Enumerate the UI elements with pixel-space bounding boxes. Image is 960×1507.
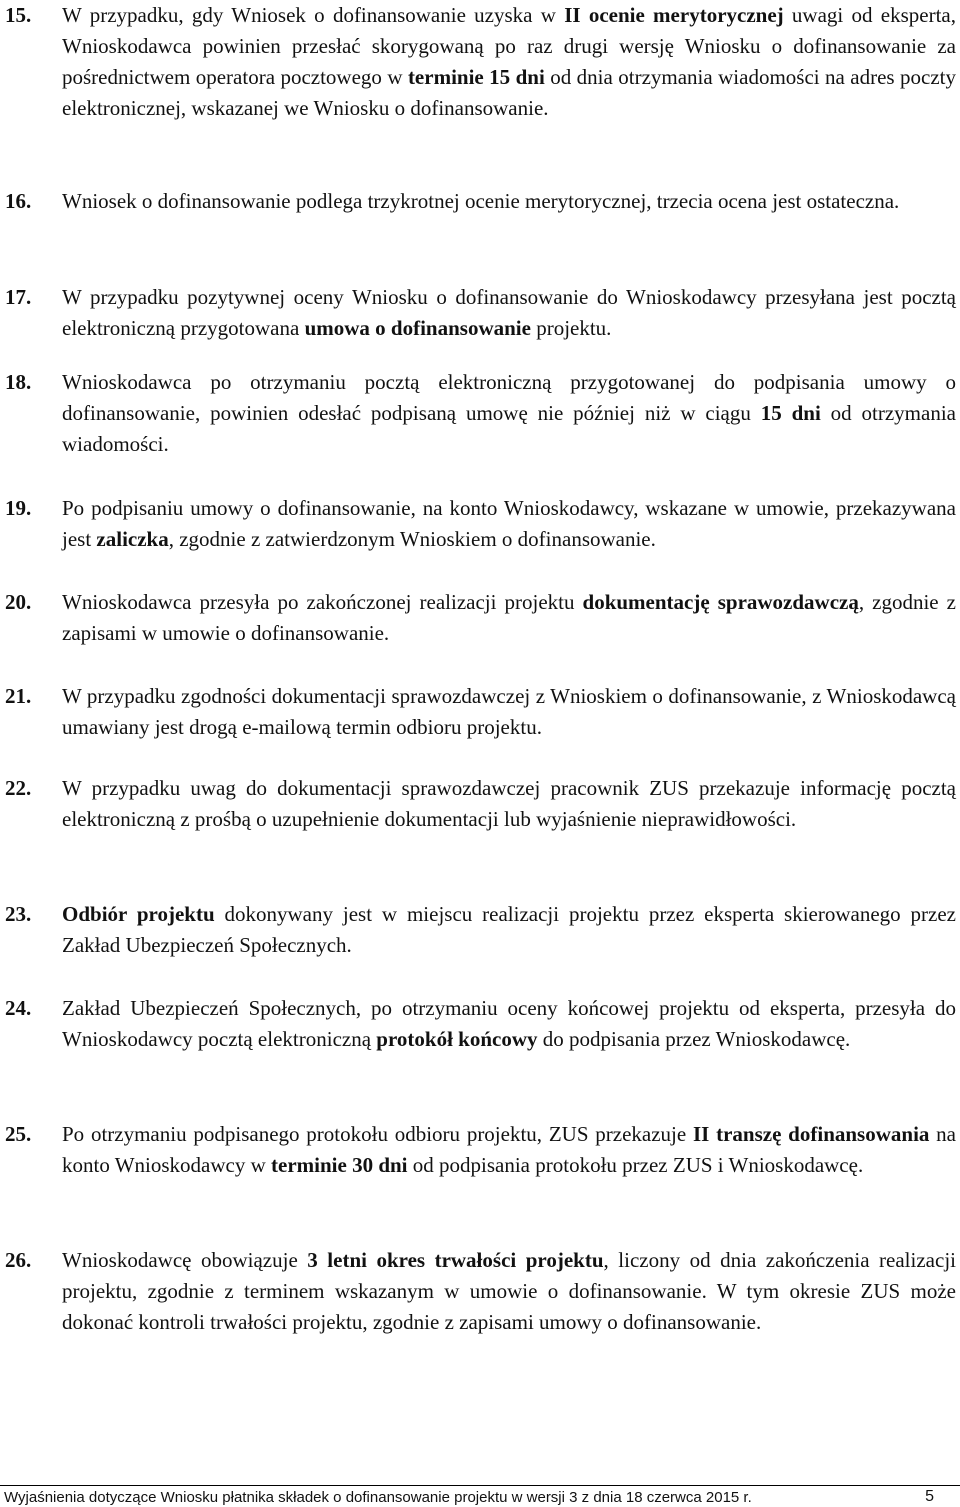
item-text bbox=[62, 587, 956, 649]
text-run: W przypadku uwag do dokumentacji sprawozdawczej pracownik ZUS przekazuje informację pocztą elektroniczną z prośbą o uzupełnienie dokumentacji lub wyjaśnienie nieprawidłowości. bbox=[62, 776, 956, 831]
item-text bbox=[62, 186, 956, 217]
text-run: Po podpisaniu umowy o dofinansowanie, na konto Wnioskodawcy, wskazane w umowie, przekazywana jest bbox=[62, 496, 956, 551]
item-text bbox=[62, 1245, 956, 1338]
text-run: W przypadku pozytywnej oceny Wniosku o dofinansowanie do Wnioskodawcy przesyłana jest pocztą elektroniczną przygotowana bbox=[62, 285, 956, 340]
item-number: 26. bbox=[5, 1248, 32, 1272]
page-number: 5 bbox=[925, 1488, 934, 1505]
bold-text: Odbiór projektu bbox=[62, 902, 215, 926]
bold-text: II ocenie merytorycznej bbox=[564, 3, 784, 27]
item-number: 23. bbox=[5, 902, 32, 926]
text-run: od otrzymania wiadomości. bbox=[62, 401, 956, 456]
item-number: 16. bbox=[5, 189, 32, 213]
item-number: 24. bbox=[5, 996, 32, 1020]
text-run: W przypadku zgodności dokumentacji sprawozdawczej z Wnioskiem o dofinansowanie, z Wnioskodawcą umawiany jest drogą e-mailową termin odbioru projektu. bbox=[62, 684, 956, 739]
text-run: uwagi od eksperta, Wnioskodawca powinien przesłać skorygowaną po raz drugi wersję Wniosku o dofinansowanie za pośrednictwem operatora pocztowego w bbox=[62, 3, 956, 89]
bold-text: 15 dni bbox=[760, 401, 821, 425]
item-number: 15. bbox=[5, 3, 32, 27]
text-run: od dnia otrzymania wiadomości na adres poczty elektronicznej, wskazanej we Wniosku o dofinansowanie. bbox=[62, 65, 957, 120]
text-run: od podpisania protokołu przez ZUS i Wnioskodawcę. bbox=[407, 1153, 864, 1177]
item-text bbox=[62, 1119, 956, 1181]
bold-text: II transzę dofinansowania bbox=[692, 1122, 930, 1146]
bold-text: terminie 30 dni bbox=[271, 1153, 408, 1177]
item-text bbox=[62, 773, 956, 835]
text-run: , liczony od dnia zakończenia realizacji projektu, zgodnie z terminem wskazanym w umowie o dofinansowanie. W tym okresie ZUS może dokonać kontroli trwałości projektu, zgodnie z zapisami umowy o dofinansowanie. bbox=[62, 1248, 956, 1334]
item-text bbox=[62, 0, 956, 124]
bold-text: protokół końcowy bbox=[376, 1027, 538, 1051]
bold-text: zaliczka bbox=[96, 527, 169, 551]
text-run: Wniosek o dofinansowanie podlega trzykrotnej ocenie merytorycznej, trzecia ocena jest ostateczna. bbox=[62, 189, 900, 213]
text-run: Wnioskodawca przesyła po zakończonej realizacji projektu bbox=[62, 590, 583, 614]
item-number: 18. bbox=[5, 370, 32, 394]
bold-text: 3 letni okres trwałości projektu bbox=[307, 1248, 604, 1272]
text-run: , zgodnie z zatwierdzonym Wnioskiem o dofinansowanie. bbox=[168, 527, 656, 551]
text-run: na konto Wnioskodawcy w bbox=[62, 1122, 956, 1177]
item-text bbox=[62, 993, 956, 1055]
text-run: Po otrzymaniu podpisanego protokołu odbioru projektu, ZUS przekazuje bbox=[62, 1122, 693, 1146]
bold-text: terminie 15 dni bbox=[407, 65, 545, 89]
text-run: do podpisania przez Wnioskodawcę. bbox=[537, 1027, 851, 1051]
text-run: dokonywany jest w miejscu realizacji projektu przez eksperta skierowanego przez Zakład Ubezpieczeń Społecznych. bbox=[62, 902, 956, 957]
item-text bbox=[62, 493, 956, 555]
item-number: 17. bbox=[5, 285, 32, 309]
item-number: 21. bbox=[5, 684, 32, 708]
bold-text: umowa o dofinansowanie bbox=[304, 316, 531, 340]
text-run: W przypadku, gdy Wniosek o dofinansowanie uzyska w bbox=[62, 3, 565, 27]
item-number: 25. bbox=[5, 1122, 32, 1146]
item-text bbox=[62, 681, 956, 743]
item-text bbox=[62, 899, 956, 961]
bold-text: dokumentację sprawozdawczą bbox=[582, 590, 859, 614]
text-run: Wnioskodawcę obowiązuje bbox=[62, 1248, 308, 1272]
item-number: 20. bbox=[5, 590, 32, 614]
item-number: 22. bbox=[5, 776, 32, 800]
text-run: Zakład Ubezpieczeń Społecznych, po otrzymaniu oceny końcowej projektu od eksperta, przesyła do Wnioskodawcy pocztą elektroniczną bbox=[62, 996, 956, 1051]
text-run: , zgodnie z zapisami w umowie o dofinansowanie. bbox=[62, 590, 956, 645]
text-run: Wnioskodawca po otrzymaniu pocztą elektroniczną przygotowanej do podpisania umowy o dofinansowanie, powinien odesłać podpisaną umowę nie później niż w ciągu bbox=[62, 370, 956, 425]
item-number: 19. bbox=[5, 496, 32, 520]
text-run: projektu. bbox=[530, 316, 612, 340]
item-text bbox=[62, 282, 956, 344]
footer-text: Wyjaśnienia dotyczące Wniosku płatnika składek o dofinansowanie projektu w wersji 3 z dnia 18 czerwca 2015 r. bbox=[4, 1489, 752, 1506]
page-footer bbox=[0, 1485, 960, 1507]
item-text bbox=[62, 367, 956, 460]
